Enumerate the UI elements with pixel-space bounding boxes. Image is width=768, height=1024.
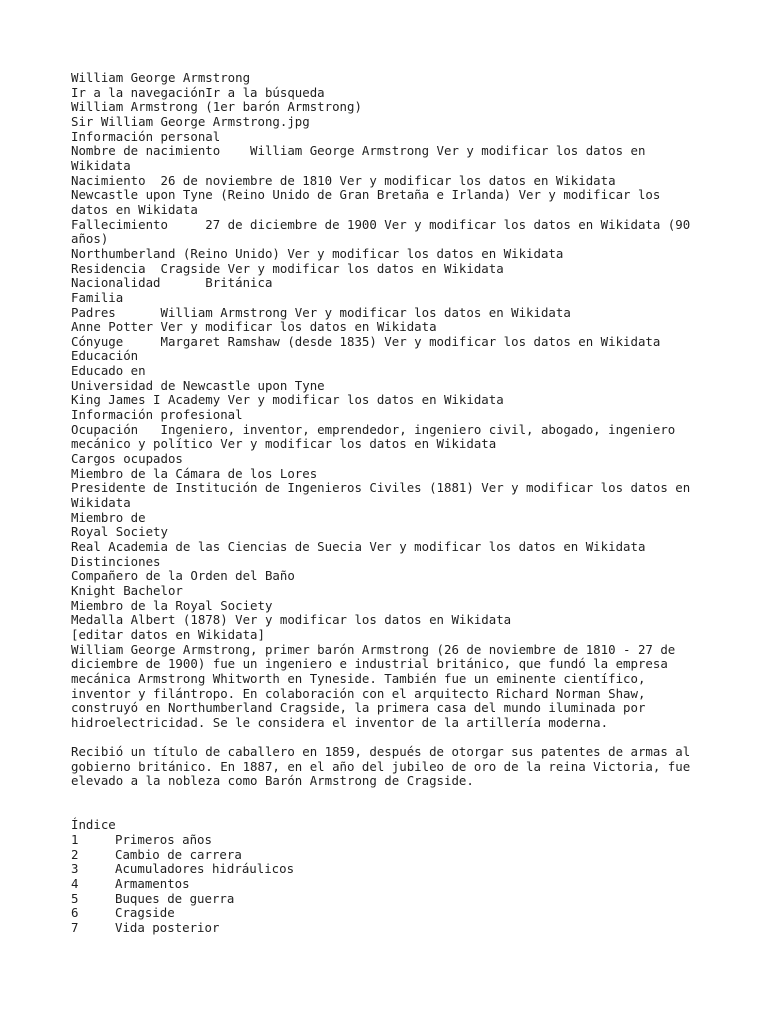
- toc-item[interactable]: [71, 906, 701, 921]
- toc-item[interactable]: [71, 848, 701, 863]
- article-title: William George Armstrong: [71, 70, 251, 85]
- birth-place-row: Newcastle upon Tyne (Reino Unido de Gran Bretaña e Irlanda) Ver y modificar los datos en Wikidata: [71, 187, 668, 217]
- toc-item-label[interactable]: Primeros años: [115, 832, 212, 848]
- nationality-row: Nacionalidad Británica: [71, 275, 273, 291]
- toc-item-label[interactable]: Acumuladores hidráulicos: [115, 861, 295, 877]
- toc-item-label[interactable]: Armamentos: [115, 876, 190, 892]
- birth-name-row: Nombre de nacimiento William George Armstrong Ver y modificar los datos en Wikidata: [71, 143, 653, 173]
- section-family: Familia: [71, 289, 124, 305]
- skip-links[interactable]: Ir a la navegaciónIr a la búsqueda: [71, 84, 325, 100]
- toc-item-label[interactable]: Cragside: [115, 905, 175, 921]
- award-1: Compañero de la Orden del Baño: [71, 568, 295, 584]
- parents-row-2: Anne Potter Ver y modificar los datos en Wikidata: [71, 319, 437, 335]
- educated-at-value-1: Universidad de Newcastle upon Tyne: [71, 377, 325, 393]
- spacer: [71, 731, 701, 746]
- spacer: [71, 804, 701, 819]
- position-2: Presidente de Institución de Ingenieros Civiles (1881) Ver y modificar los datos en Wikidata: [71, 480, 698, 511]
- spouse-row: Cónyuge Margaret Ramshaw (desde 1835) Ver y modificar los datos en Wikidata: [71, 333, 661, 349]
- death-row: Fallecimiento 27 de diciembre de 1900 Ver y modificar los datos en Wikidata (90 años): [71, 216, 698, 247]
- section-professional-info: Información profesional: [71, 407, 243, 423]
- article-paragraph-1: William George Armstrong, primer barón Armstrong (26 de noviembre de 1810 - 27 de diciembre de 1900) fue un ingeniero e industrial británico, que fundó la empresa mecánica Armstrong Whitworth en Tyneside. También fue un eminente científico, inventor y filántropo. En colaboración con el arquitecto Richard Norman Shaw, construyó en Northumberland Cragside, la primera casa del mundo iluminada por hidroelectricidad. Se le considera el inventor de la artillería moderna.: [71, 641, 683, 730]
- article-paragraph-2: Recibió un título de caballero en 1859, después de otorgar sus patentes de armas al gobierno británico. En 1887, en el año del jubileo de oro de la reina Victoria, fue elevado a la nobleza como Barón Armstrong de Cragside.: [71, 744, 698, 789]
- educated-at-label: Educado en: [71, 363, 146, 379]
- spacer: [71, 789, 701, 804]
- member-of-2: Real Academia de las Ciencias de Suecia Ver y modificar los datos en Wikidata: [71, 539, 646, 554]
- infobox-heading: William Armstrong (1er barón Armstrong): [71, 99, 362, 115]
- toc-item-number: 3: [71, 861, 79, 877]
- toc-item[interactable]: [71, 862, 701, 877]
- toc-item[interactable]: [71, 892, 701, 907]
- birth-row: Nacimiento 26 de noviembre de 1810 Ver y modificar los datos en Wikidata: [71, 172, 616, 188]
- death-place-row: Northumberland (Reino Unido) Ver y modificar los datos en Wikidata: [71, 245, 564, 261]
- toc-item-number: 1: [71, 832, 79, 848]
- award-2: Knight Bachelor: [71, 582, 183, 598]
- infobox-image-caption[interactable]: Sir William George Armstrong.jpg: [71, 113, 310, 129]
- toc-item-number: 7: [71, 920, 79, 936]
- toc-title: Índice: [71, 817, 116, 833]
- section-awards: Distinciones: [71, 553, 161, 569]
- toc-item-number: 6: [71, 905, 79, 921]
- section-education: Educación: [71, 348, 139, 364]
- toc-item[interactable]: [71, 833, 701, 848]
- toc-item-number: 2: [71, 846, 79, 862]
- award-3: Miembro de la Royal Society: [71, 597, 273, 613]
- toc-item-label[interactable]: Buques de guerra: [115, 890, 235, 906]
- infobox: [71, 71, 701, 643]
- position-1: Miembro de la Cámara de los Lores: [71, 465, 318, 481]
- toc-item[interactable]: [71, 921, 701, 936]
- section-personal-info: Información personal: [71, 128, 221, 144]
- toc-item-label[interactable]: Vida posterior: [115, 920, 220, 936]
- occupation-row: Ocupación Ingeniero, inventor, emprendedor, ingeniero civil, abogado, ingeniero mecánico y político Ver y modificar los datos en Wikidata: [71, 421, 683, 452]
- toc-item-label[interactable]: Cambio de carrera: [115, 846, 242, 862]
- toc-item[interactable]: [71, 877, 701, 892]
- positions-held-label: Cargos ocupados: [71, 451, 183, 467]
- document-page: [71, 71, 701, 936]
- residence-row: Residencia Cragside Ver y modificar los datos en Wikidata: [71, 260, 504, 276]
- edit-wikidata-link[interactable]: [editar datos en Wikidata]: [71, 626, 265, 642]
- toc-item-number: 4: [71, 876, 79, 892]
- member-of-1: Royal Society: [71, 524, 168, 540]
- member-of-label: Miembro de: [71, 509, 146, 525]
- award-4: Medalla Albert (1878) Ver y modificar los datos en Wikidata: [71, 612, 512, 628]
- toc-item-number: 5: [71, 890, 79, 906]
- educated-at-value-2: King James I Academy Ver y modificar los datos en Wikidata: [71, 392, 504, 408]
- table-of-contents: [71, 818, 701, 935]
- parents-row: Padres William Armstrong Ver y modificar los datos en Wikidata: [71, 304, 571, 320]
